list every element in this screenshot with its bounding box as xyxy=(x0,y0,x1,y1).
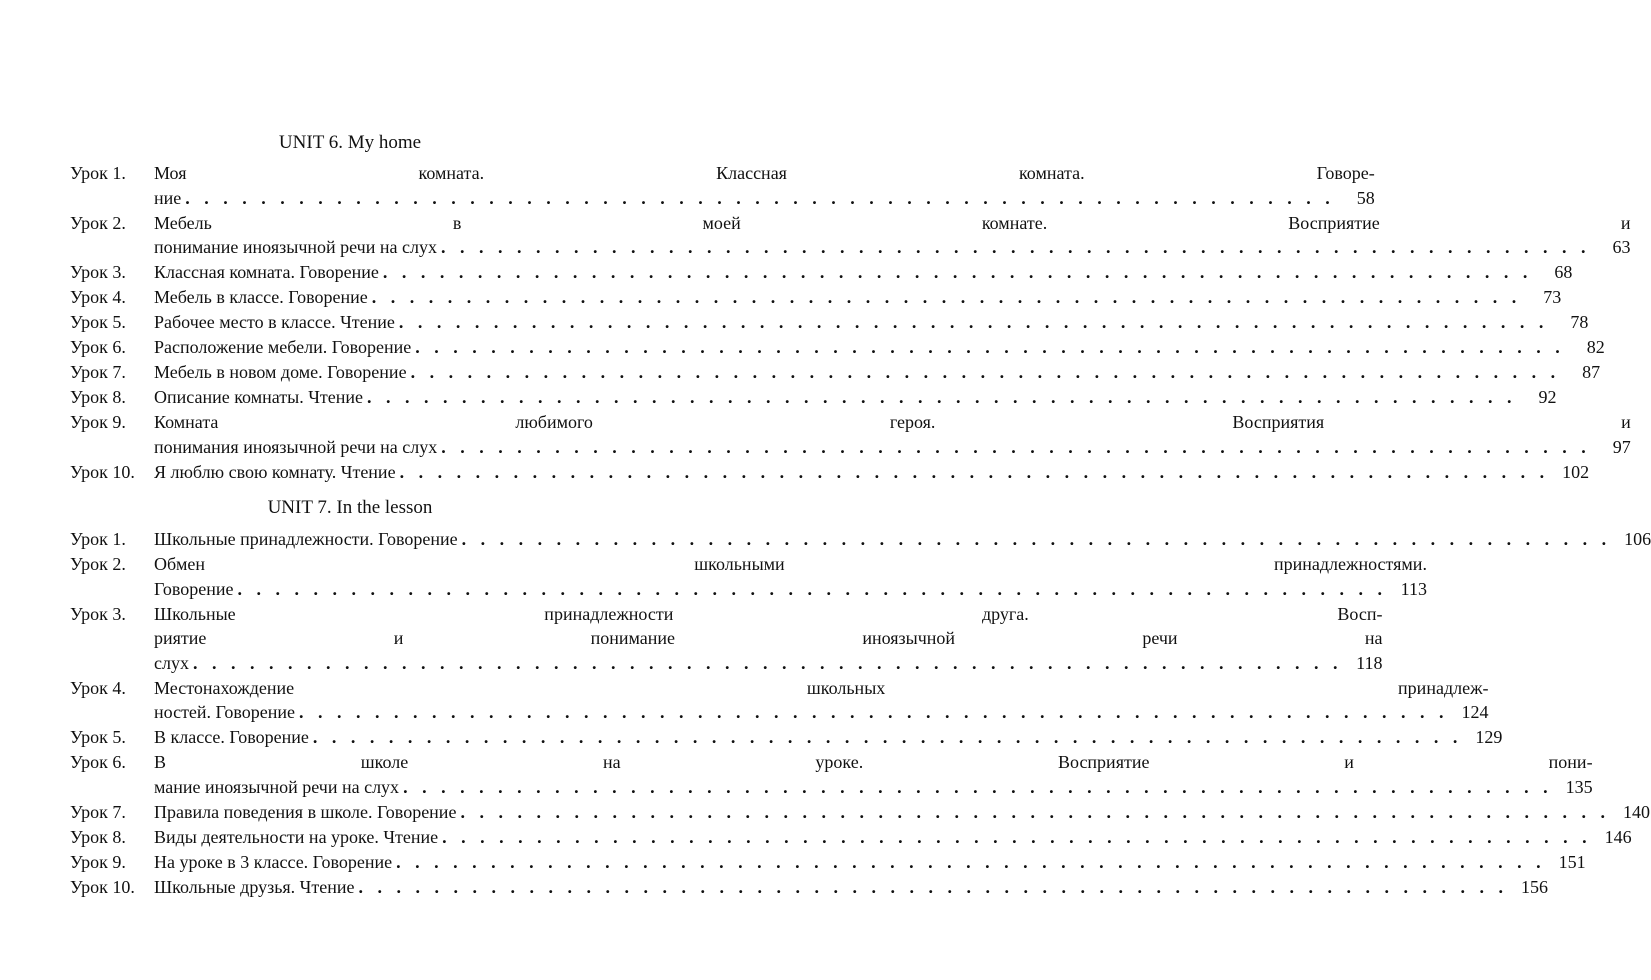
dot-leader xyxy=(309,725,1469,750)
lesson-title-line: Говорение xyxy=(154,578,234,599)
page-number: 68 xyxy=(1554,262,1573,282)
dot-leader xyxy=(363,385,1523,410)
lesson-number: Урок 2. xyxy=(70,554,126,574)
dot-leader xyxy=(181,186,1341,211)
dot-leader xyxy=(395,310,1555,335)
lesson-title-line: мание иноязычной речи на слух xyxy=(154,776,400,797)
lesson-number: Урок 6. xyxy=(70,337,126,357)
lesson-title-line: Классная комната. Говорение xyxy=(154,262,379,282)
page-number: 151 xyxy=(1558,851,1586,872)
lesson-number: Урок 5. xyxy=(70,312,126,332)
toc-entry xyxy=(70,750,1593,799)
lesson-title-line: понимания иноязычной речи на слух xyxy=(154,436,438,457)
dot-leader xyxy=(392,850,1552,875)
lesson-number: Урок 3. xyxy=(70,603,126,624)
lesson-title-last-line xyxy=(154,335,1605,360)
lesson-title-line: Мебель в новом доме. Говорение xyxy=(154,362,407,382)
lesson-number: Урок 9. xyxy=(70,412,126,432)
lesson-title-last-line xyxy=(154,360,1600,385)
lesson-title xyxy=(154,285,1561,310)
lesson-title xyxy=(154,460,1589,485)
lesson-title-line: Мебель в моей комнате. Восприятие и xyxy=(154,212,1631,233)
toc-entry xyxy=(70,676,1489,725)
lesson-title-last-line xyxy=(154,435,1631,460)
lesson-title-last-line xyxy=(154,725,1502,750)
lesson-number: Урок 8. xyxy=(70,826,126,847)
toc-entry xyxy=(70,725,1503,750)
lesson-title-line: Школьные принадлежности. Говорение xyxy=(154,529,458,549)
lesson-title xyxy=(154,825,1632,850)
lesson-title-line: В школе на уроке. Восприятие и пони- xyxy=(154,752,1593,772)
page-number: 140 xyxy=(1622,801,1650,822)
dot-leader xyxy=(458,527,1618,552)
lesson-title-line: На уроке в 3 классе. Говорение xyxy=(154,851,393,872)
unit-6-lesson-list xyxy=(70,161,1631,485)
toc-entry xyxy=(70,850,1586,875)
lesson-title-line: Правила поведения в школе. Говорение xyxy=(154,801,457,822)
page-number: 156 xyxy=(1521,876,1548,897)
lesson-number: Урок 7. xyxy=(70,362,126,382)
toc-entry xyxy=(70,310,1589,335)
toc-entry xyxy=(70,552,1427,601)
toc-entry xyxy=(70,211,1631,260)
toc-entry xyxy=(70,460,1590,485)
unit-7-lesson-list xyxy=(70,527,1651,900)
page-number: 102 xyxy=(1562,461,1590,482)
dot-leader xyxy=(189,651,1349,676)
toc-entry xyxy=(70,410,1631,459)
lesson-title xyxy=(154,527,1651,552)
lesson-title-last-line xyxy=(154,285,1561,310)
dot-leader xyxy=(355,875,1515,900)
lesson-title xyxy=(154,410,1631,459)
lesson-title xyxy=(154,725,1502,750)
lesson-number: Урок 5. xyxy=(70,727,126,747)
dot-leader xyxy=(295,700,1455,725)
lesson-title-last-line xyxy=(154,385,1557,410)
lesson-title xyxy=(154,335,1605,360)
lesson-title-line: понимание иноязычной речи на слух xyxy=(154,237,437,257)
toc-entry xyxy=(70,800,1650,825)
lesson-title-line: Школьные друзья. Чтение xyxy=(154,876,355,897)
dot-leader xyxy=(368,285,1528,310)
page-number: 118 xyxy=(1356,652,1383,673)
unit-7-title: UNIT 7. In the lesson xyxy=(267,497,433,518)
lesson-title-last-line xyxy=(154,775,1593,800)
page-number: 113 xyxy=(1400,578,1427,599)
lesson-title-line: Расположение мебели. Говорение xyxy=(154,337,412,357)
lesson-title-line: Обмен школьными принадлежностями. xyxy=(154,554,1427,574)
lesson-number: Урок 1. xyxy=(70,163,126,183)
dot-leader xyxy=(456,800,1616,825)
lesson-title-line: Рабочее место в классе. Чтение xyxy=(154,312,395,332)
lesson-title-last-line xyxy=(154,875,1548,900)
lesson-number: Урок 6. xyxy=(70,752,126,772)
lesson-title-last-line xyxy=(154,310,1588,335)
dot-leader xyxy=(379,260,1539,285)
dot-leader xyxy=(407,360,1567,385)
unit-6-title: UNIT 6. My home xyxy=(278,132,422,153)
lesson-title xyxy=(154,385,1557,410)
lesson-title-last-line xyxy=(154,260,1572,285)
lesson-number: Урок 2. xyxy=(70,212,126,233)
page-number: 78 xyxy=(1570,312,1589,332)
lesson-title-last-line xyxy=(154,700,1489,725)
lesson-title-last-line xyxy=(154,651,1382,676)
lesson-title-line: ние xyxy=(154,187,182,208)
lesson-number: Урок 1. xyxy=(70,529,126,549)
lesson-title-line: риятие и понимание иноязычной речи на xyxy=(154,628,1383,648)
lesson-title-line: Местонахождение школьных принадлеж- xyxy=(154,677,1489,698)
toc-entry xyxy=(70,385,1557,410)
page-number: 92 xyxy=(1538,387,1557,407)
page-number: 97 xyxy=(1612,436,1631,457)
lesson-title-line: слух xyxy=(154,652,189,673)
lesson-title-last-line xyxy=(154,800,1650,825)
lesson-title-line: Комната любимого героя. Восприятия и xyxy=(154,412,1631,432)
page-number: 146 xyxy=(1604,826,1632,847)
lesson-number: Урок 7. xyxy=(70,801,126,822)
lesson-number: Урок 10. xyxy=(70,876,135,897)
lesson-title-line: Я люблю свою комнату. Чтение xyxy=(154,461,396,482)
lesson-title xyxy=(154,552,1427,601)
lesson-title-last-line xyxy=(154,460,1589,485)
dot-leader xyxy=(396,460,1556,485)
lesson-title xyxy=(154,310,1588,335)
lesson-title xyxy=(154,260,1572,285)
toc-entry xyxy=(70,875,1548,900)
page-number: 124 xyxy=(1461,702,1489,722)
lesson-title xyxy=(154,850,1586,875)
lesson-title xyxy=(154,161,1375,210)
lesson-title-last-line xyxy=(154,186,1375,211)
toc-entry xyxy=(70,825,1632,850)
lesson-number: Урок 4. xyxy=(70,677,126,698)
toc-entry xyxy=(70,260,1573,285)
lesson-title xyxy=(154,211,1630,260)
lesson-title-last-line xyxy=(154,825,1632,850)
dot-leader xyxy=(437,235,1597,260)
dot-leader xyxy=(399,775,1559,800)
page-number: 82 xyxy=(1586,337,1605,357)
lesson-number: Урок 10. xyxy=(70,461,135,482)
lesson-title xyxy=(154,750,1593,799)
page-number: 73 xyxy=(1543,287,1562,307)
page-number: 106 xyxy=(1624,529,1651,549)
lesson-title-line: Мебель в классе. Говорение xyxy=(154,287,368,307)
lesson-title-last-line xyxy=(154,577,1427,602)
toc-entry xyxy=(70,285,1562,310)
toc-entry xyxy=(70,360,1601,385)
lesson-number: Урок 9. xyxy=(70,851,126,872)
dot-leader xyxy=(438,825,1598,850)
lesson-title-line: Описание комнаты. Чтение xyxy=(154,387,364,407)
lesson-number: Урок 4. xyxy=(70,287,126,307)
toc-entry xyxy=(70,602,1383,676)
page-number: 129 xyxy=(1475,727,1503,747)
lesson-title-last-line xyxy=(154,850,1586,875)
page-number: 135 xyxy=(1565,776,1593,797)
dot-leader xyxy=(437,435,1597,460)
lesson-title-line: В классе. Говорение xyxy=(154,727,309,747)
page-number: 63 xyxy=(1612,237,1631,257)
toc-entry xyxy=(70,335,1605,360)
lesson-title xyxy=(154,676,1489,725)
page-number: 87 xyxy=(1582,362,1601,382)
lesson-title-last-line xyxy=(154,235,1630,260)
lesson-title-line: Школьные принадлежности друга. Восп- xyxy=(154,603,1383,624)
lesson-title-line: Моя комната. Классная комната. Говоре- xyxy=(154,163,1375,183)
lesson-title xyxy=(154,360,1600,385)
lesson-title xyxy=(154,800,1650,825)
lesson-number: Урок 3. xyxy=(70,262,126,282)
lesson-title-line: Виды деятельности на уроке. Чтение xyxy=(154,826,439,847)
dot-leader xyxy=(233,577,1393,602)
lesson-title-line: ностей. Говорение xyxy=(154,702,296,722)
lesson-title xyxy=(154,602,1382,676)
dot-leader xyxy=(411,335,1571,360)
lesson-number: Урок 8. xyxy=(70,387,126,407)
toc-entry xyxy=(70,527,1651,552)
lesson-title-last-line xyxy=(154,527,1651,552)
page-number: 58 xyxy=(1356,187,1375,208)
toc-entry xyxy=(70,161,1375,210)
lesson-title xyxy=(154,875,1548,900)
